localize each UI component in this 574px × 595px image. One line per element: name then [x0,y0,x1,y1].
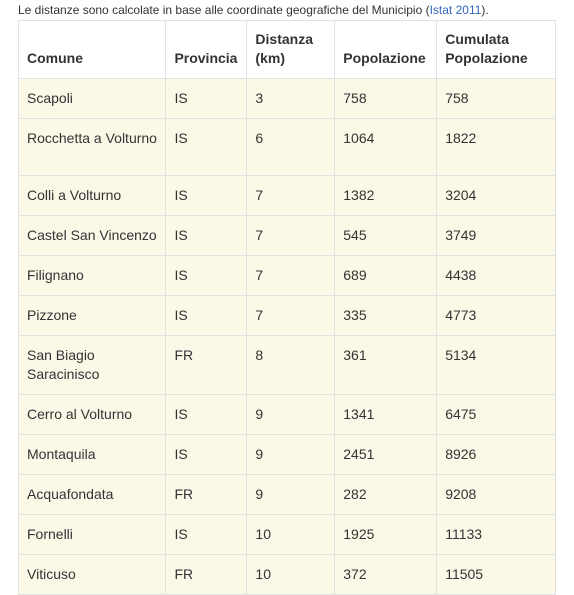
cell-distanza: 6 [247,119,335,176]
cell-distanza: 7 [247,216,335,256]
table-row [19,296,556,336]
table-row [19,475,556,515]
cell-cumulata: 11133 [437,515,556,555]
table-row [19,435,556,475]
cell-popolazione: 361 [335,336,437,395]
cell-comune: Rocchetta a Volturno [19,119,166,176]
cell-distanza: 9 [247,395,335,435]
cell-provincia: IS [166,515,247,555]
cell-cumulata: 4773 [437,296,556,336]
cell-provincia: IS [166,435,247,475]
cell-distanza: 9 [247,435,335,475]
cell-popolazione: 758 [335,79,437,119]
table-row [19,79,556,119]
cell-provincia: FR [166,336,247,395]
cell-cumulata: 3749 [437,216,556,256]
cell-cumulata: 4438 [437,256,556,296]
table-row [19,395,556,435]
cell-comune: Scapoli [19,79,166,119]
istat-source-link[interactable]: Istat 2011 [429,3,482,17]
cell-provincia: FR [166,555,247,595]
cell-distanza: 9 [247,475,335,515]
cell-popolazione: 1382 [335,176,437,216]
cell-cumulata: 3204 [437,176,556,216]
cell-popolazione: 689 [335,256,437,296]
cell-provincia: IS [166,119,247,176]
cell-popolazione: 1925 [335,515,437,555]
header-cumulata: Cumulata Popolazione [437,21,556,79]
cell-comune: Castel San Vincenzo [19,216,166,256]
cell-popolazione: 2451 [335,435,437,475]
cell-comune: Filignano [19,256,166,296]
table-caption [18,3,489,18]
cell-distanza: 7 [247,256,335,296]
cell-comune: Montaquila [19,435,166,475]
header-comune: Comune [19,21,166,79]
table-row [19,336,556,395]
cell-cumulata: 6475 [437,395,556,435]
cell-comune: Cerro al Volturno [19,395,166,435]
table-row [19,555,556,595]
cell-comune: Fornelli [19,515,166,555]
caption-suffix: ). [481,3,489,17]
table-header-row [19,21,556,79]
cell-provincia: IS [166,256,247,296]
table-row [19,515,556,555]
header-popolazione: Popolazione [335,21,437,79]
cell-distanza: 10 [247,515,335,555]
table-row [19,176,556,216]
cell-popolazione: 545 [335,216,437,256]
cell-provincia: IS [166,395,247,435]
cell-distanza: 10 [247,555,335,595]
cell-distanza: 7 [247,296,335,336]
cell-popolazione: 282 [335,475,437,515]
cell-provincia: IS [166,176,247,216]
cell-cumulata: 5134 [437,336,556,395]
table-row [19,256,556,296]
table-row [19,216,556,256]
header-provincia: Provincia [166,21,247,79]
cell-popolazione: 1064 [335,119,437,176]
cell-popolazione: 1341 [335,395,437,435]
cell-comune: Acquafondata [19,475,166,515]
cell-popolazione: 335 [335,296,437,336]
cell-cumulata: 1822 [437,119,556,176]
cell-comune: Pizzone [19,296,166,336]
cell-cumulata: 8926 [437,435,556,475]
cell-provincia: IS [166,216,247,256]
cell-distanza: 7 [247,176,335,216]
cell-distanza: 8 [247,336,335,395]
header-distanza: Distanza (km) [247,21,335,79]
cell-provincia: IS [166,296,247,336]
cell-popolazione: 372 [335,555,437,595]
table-row [19,119,556,176]
cell-cumulata: 758 [437,79,556,119]
cell-comune: Viticuso [19,555,166,595]
cell-provincia: FR [166,475,247,515]
cell-comune: Colli a Volturno [19,176,166,216]
cell-cumulata: 9208 [437,475,556,515]
distance-table [18,20,556,595]
cell-comune: San Biagio Saracinisco [19,336,166,395]
cell-cumulata: 11505 [437,555,556,595]
cell-provincia: IS [166,79,247,119]
caption-text: Le distanze sono calcolate in base alle coordinate geografiche del Municipio ( [18,3,430,17]
cell-distanza: 3 [247,79,335,119]
